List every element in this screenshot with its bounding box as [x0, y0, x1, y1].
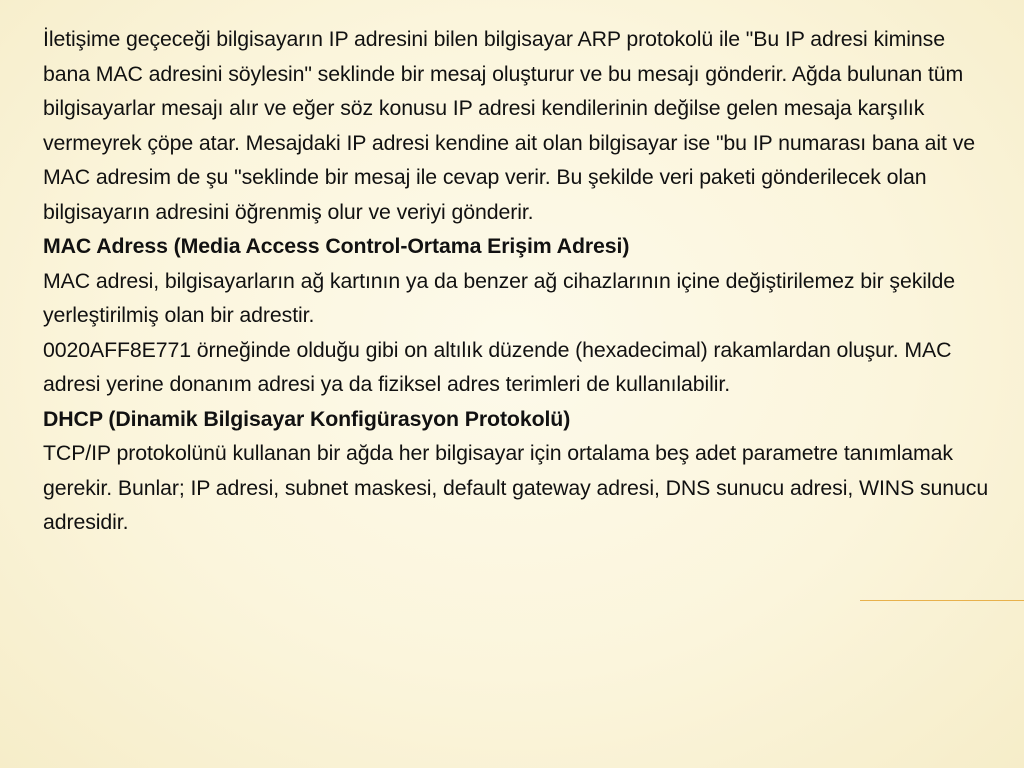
- slide-content: [43, 22, 993, 540]
- paragraph-dhcp-parameters: TCP/IP protokolünü kullanan bir ağda her bilgisayar için ortalama beş adet parametre tanımlamak gerekir. Bunlar; IP adresi, subnet maskesi, default gateway adresi, DNS sunucu adresi, WINS sunucu adresidir.: [43, 441, 989, 534]
- heading-mac-address: MAC Adress (Media Access Control-Ortama Erişim Adresi): [43, 234, 630, 258]
- heading-dhcp: DHCP (Dinamik Bilgisayar Konfigürasyon Protokolü): [43, 406, 571, 431]
- decorative-accent-line: [860, 600, 1024, 601]
- paragraph-mac-definition: MAC adresi, bilgisayarların ağ kartının ya da benzer ağ cihazlarının içine değiştirilemez bir şekilde yerleştirilmiş olan bir adrestir.: [43, 268, 956, 327]
- paragraph-mac-format: 0020AFF8E771 örneğinde olduğu gibi on altılık düzende (hexadecimal) rakamlardan oluşur. MAC adresi yerine donanım adresi ya da fiziksel adres terimleri de kullanılabilir.: [43, 337, 952, 396]
- paragraph-arp-process: İletişime geçeceği bilgisayarın IP adresini bilen bilgisayar ARP protokolü ile "Bu IP adresi kiminse bana MAC adresini söylesin" seklinde bir mesaj oluşturur ve bu mesajı gönderir. Ağda bulunan tüm bilgisayarlar mesajı alır ve eğer söz konusu IP adresi kendilerinin değilse gelen mesaja karşılık vermeyrek çöpe atar. Mesajdaki IP adresi kendine ait olan bilgisayar ise "bu IP numarası bana ait ve MAC adresim de şu "seklinde bir mesaj ile cevap verir. Bu şekilde veri paketi gönderilecek olan bilgisayarın adresini öğrenmiş olur ve veriyi gönderir.: [43, 27, 975, 224]
